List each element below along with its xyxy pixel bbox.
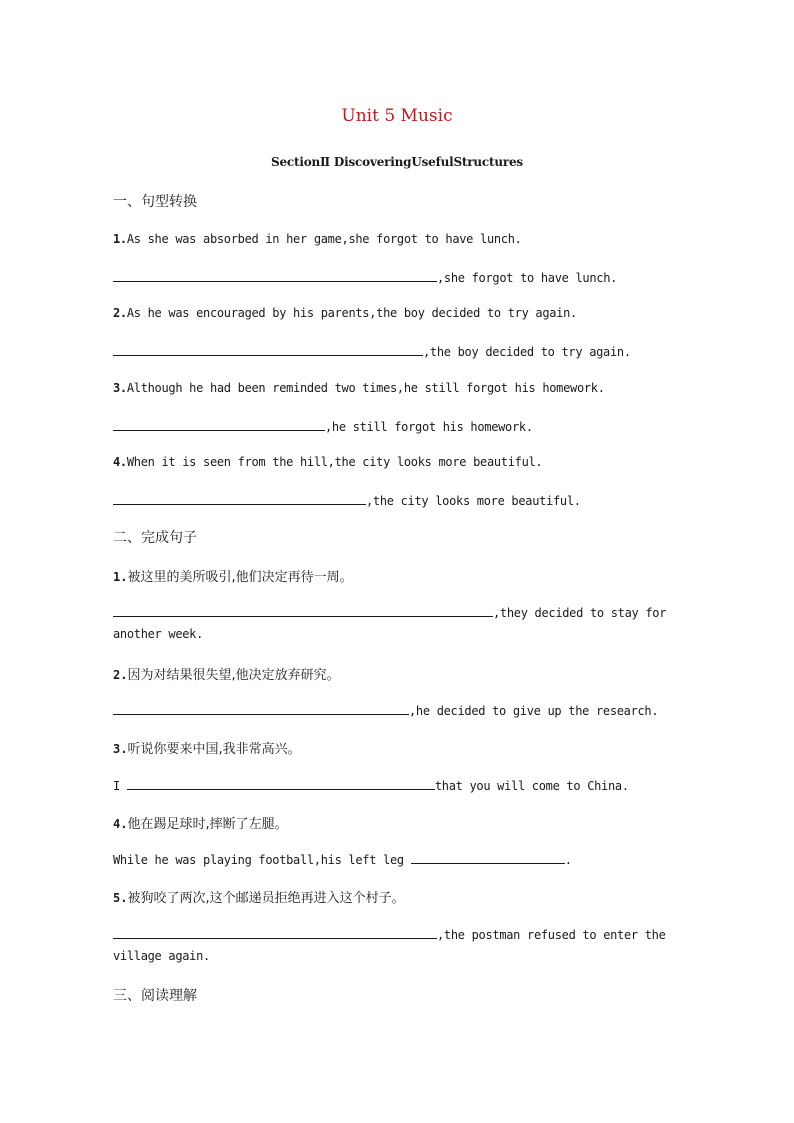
question-number: 2. — [113, 668, 128, 682]
part2-answer-5-wrap: village again. — [113, 949, 210, 963]
question-text: 因为对结果很失望,他决定放弃研究。 — [127, 668, 340, 683]
section-subtitle: SectionⅡ DiscoveringUsefulStructures — [270, 155, 523, 169]
answer-blank[interactable] — [113, 268, 437, 282]
part3-heading: 三、阅读理解 — [113, 988, 197, 1004]
question-number: 2. — [113, 306, 127, 320]
question-text: As he was encouraged by his parents,the boy decided to try again. — [126, 306, 577, 320]
question-text: When it is seen from the hill,the city looks more beautiful. — [126, 455, 543, 469]
answer-tail: that you will come to China. — [434, 779, 629, 793]
question-text: Although he had been reminded two times,he still forgot his homework. — [126, 381, 605, 395]
question-number: 1. — [113, 232, 127, 246]
question-text: 被这里的美所吸引,他们决定再待一周。 — [127, 570, 353, 585]
answer-tail: ,the boy decided to try again. — [423, 345, 631, 359]
part1-question-2 — [113, 306, 577, 320]
part2-question-3 — [113, 738, 301, 757]
part2-question-4 — [113, 813, 288, 832]
answer-tail: ,the postman refused to enter the — [437, 928, 666, 942]
answer-blank[interactable] — [127, 776, 435, 790]
page-title: Unit 5 Music — [341, 106, 453, 126]
part2-question-2 — [113, 664, 340, 683]
question-number: 4. — [113, 455, 127, 469]
part2-question-5 — [113, 887, 405, 906]
part1-answer-4 — [113, 491, 581, 508]
part2-answer-1 — [113, 603, 666, 620]
question-text: As she was absorbed in her game,she forgot to have lunch. — [126, 232, 522, 246]
question-text: 被狗咬了两次,这个邮递员拒绝再进入这个村子。 — [127, 891, 405, 906]
part1-question-3 — [113, 381, 605, 395]
answer-tail: ,they decided to stay for — [493, 606, 667, 620]
answer-head: While he was playing football,his left leg — [113, 853, 411, 867]
part2-answer-1-wrap: another week. — [113, 627, 204, 641]
part2-question-1 — [113, 566, 353, 585]
part1-heading: 一、句型转换 — [113, 194, 197, 210]
part2-heading: 二、完成句子 — [113, 530, 197, 546]
part1-answer-3 — [113, 417, 533, 434]
part1-question-1 — [113, 232, 522, 246]
answer-tail: ,she forgot to have lunch. — [437, 271, 618, 285]
part2-answer-3 — [113, 776, 629, 793]
part2-answer-2 — [113, 701, 658, 718]
part2-answer-5 — [113, 925, 666, 942]
question-text: 他在踢足球时,摔断了左腿。 — [127, 817, 288, 832]
answer-head: I — [113, 779, 127, 793]
answer-blank[interactable] — [113, 342, 423, 356]
part1-answer-2 — [113, 342, 631, 359]
part1-question-4 — [113, 455, 542, 469]
answer-tail: ,he decided to give up the research. — [409, 704, 659, 718]
question-number: 5. — [113, 891, 128, 905]
question-number: 4. — [113, 817, 128, 831]
answer-blank[interactable] — [113, 417, 325, 431]
answer-tail: ,he still forgot his homework. — [325, 420, 533, 434]
answer-blank[interactable] — [113, 701, 409, 715]
answer-tail: . — [564, 853, 572, 867]
answer-blank[interactable] — [113, 491, 366, 505]
part2-answer-4 — [113, 850, 572, 867]
answer-tail: ,the city looks more beautiful. — [366, 494, 581, 508]
part1-answer-1 — [113, 268, 617, 285]
question-number: 1. — [113, 570, 128, 584]
question-number: 3. — [113, 381, 127, 395]
answer-blank[interactable] — [113, 603, 493, 617]
question-text: 听说你要来中国,我非常高兴。 — [127, 742, 301, 757]
answer-blank[interactable] — [411, 850, 565, 864]
answer-blank[interactable] — [113, 925, 437, 939]
question-number: 3. — [113, 742, 128, 756]
